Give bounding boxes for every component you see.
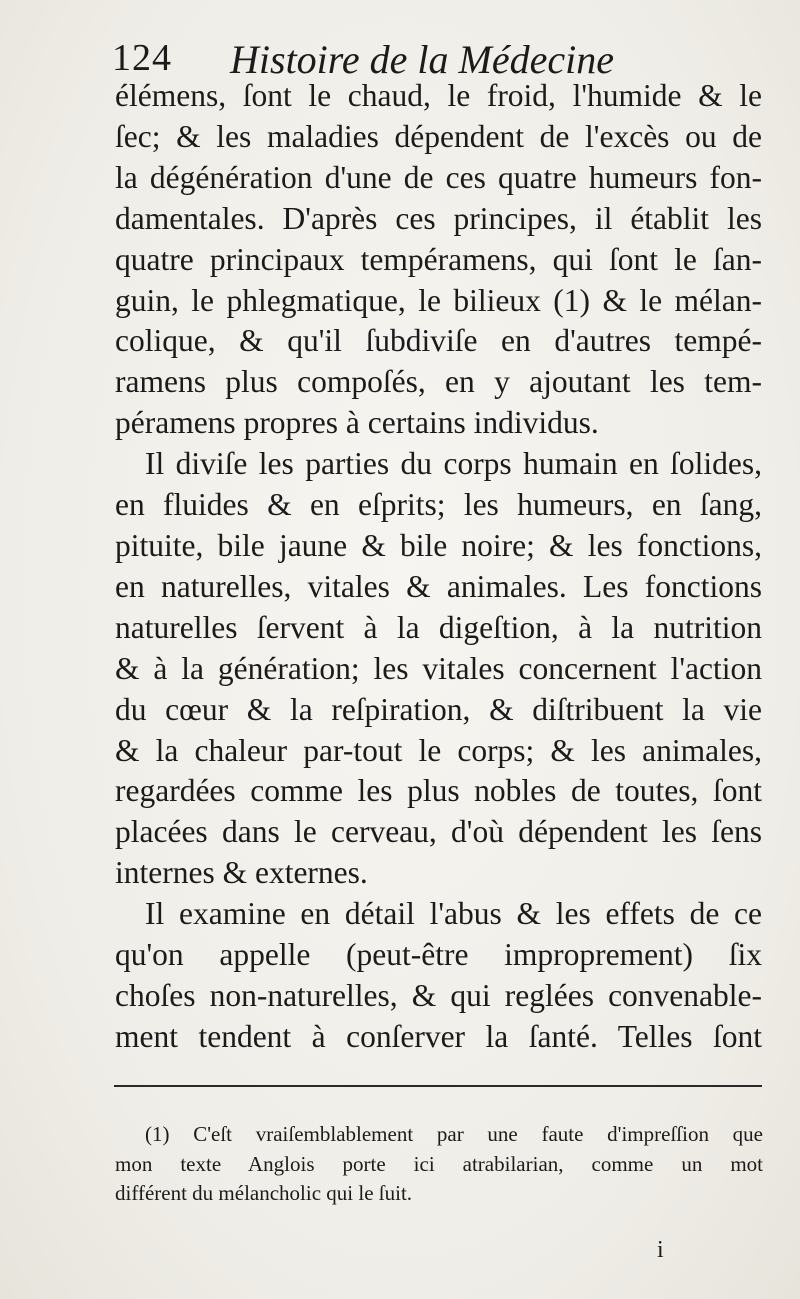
- text-line: en fluides & en eſprits; les humeurs, en ſang,: [115, 487, 762, 523]
- signature-mark: i: [657, 1237, 664, 1263]
- body-text: [115, 76, 762, 1058]
- running-title: Histoire de la Médecine: [230, 37, 614, 82]
- text-line: placées dans le cerveau, d'où dépendent les ſens: [115, 814, 762, 850]
- text-line: du cœur & la reſpiration, & diſtribuent la vie: [115, 691, 762, 727]
- text-line: qu'on appelle (peut-être improprement) ſix: [115, 937, 762, 973]
- text-line: en naturelles, vitales & animales. Les fonctions: [115, 568, 762, 604]
- footnote: [115, 1120, 763, 1209]
- text-line: internes & externes.: [115, 855, 368, 891]
- text-line: pituite, bile jaune & bile noire; & les fonctions,: [115, 527, 762, 563]
- text-line: la dégénération d'une de ces quatre humeurs fon-: [115, 159, 762, 195]
- text-line: ramens plus compoſés, en y ajoutant les tem-: [115, 364, 762, 400]
- footnote-line: (1) C'eſt vraiſemblablement par une faute d'impreſſion que: [145, 1122, 763, 1146]
- text-line: & la chaleur par-tout le corps; & les animales,: [115, 732, 762, 768]
- text-line: regardées comme les plus nobles de toutes, ſont: [115, 773, 762, 809]
- page-number: 124: [112, 37, 172, 79]
- text-line: quatre principaux tempéramens, qui ſont le ſan-: [115, 241, 762, 277]
- footnote-line: différent du mélancholic qui le ſuit.: [115, 1181, 413, 1205]
- text-line: guin, le phlegmatique, le bilieux (1) & le mélan-: [115, 282, 762, 318]
- text-line: péramens propres à certains individus.: [115, 405, 599, 441]
- footnote-line: mon texte Anglois porte ici atrabilarian, comme un mot: [115, 1151, 763, 1176]
- footnote-divider: [114, 1085, 762, 1087]
- text-line: choſes non-naturelles, & qui reglées convenable-: [115, 977, 762, 1013]
- text-line: élémens, ſont le chaud, le froid, l'humide & le: [115, 78, 762, 113]
- text-line: ment tendent à conſerver la ſanté. Telles ſont: [115, 1018, 762, 1054]
- paragraph-start: Il diviſe les parties du corps humain en ſolides,: [145, 446, 762, 482]
- text-line: colique, & qu'il ſubdiviſe en d'autres tempé-: [115, 323, 762, 359]
- text-line: damentales. D'après ces principes, il établit les: [115, 200, 762, 236]
- text-line: & à la génération; les vitales concernent l'action: [115, 650, 762, 686]
- text-line: naturelles ſervent à la digeſtion, à la nutrition: [115, 609, 762, 645]
- paragraph-start: Il examine en détail l'abus & les effets de ce: [145, 896, 762, 932]
- text-line: ſec; & les maladies dépendent de l'excès ou de: [115, 118, 762, 154]
